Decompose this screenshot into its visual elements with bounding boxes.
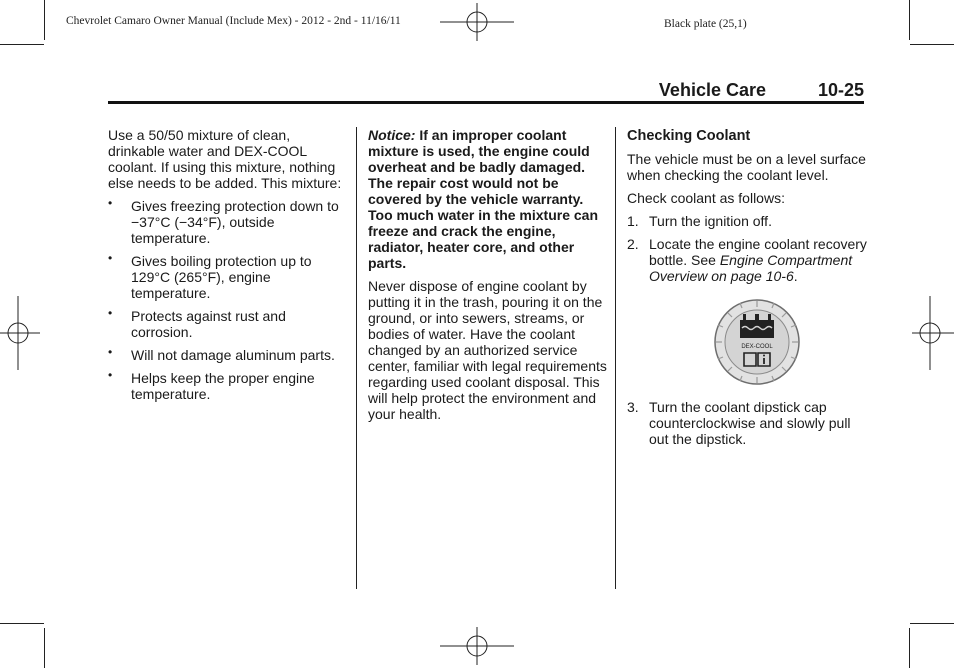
print-header-right: Black plate (25,1) [664, 18, 747, 30]
step-item [627, 399, 867, 447]
section-title: Vehicle Care [658, 80, 766, 100]
column-divider [615, 127, 616, 589]
list-item-text: Helps keep the proper engine temperature. [131, 370, 315, 402]
registration-mark-icon [912, 296, 954, 370]
bullet-list [108, 198, 348, 402]
bullet-icon: • [108, 251, 113, 265]
registration-mark-icon [440, 627, 514, 665]
list-item-text: Gives boiling protection up to 129°C (265°F), engine temperature. [131, 253, 312, 301]
crop-mark [44, 0, 45, 40]
list-item [108, 347, 348, 363]
column-1 [108, 127, 348, 409]
list-item-text: Protects against rust and corrosion. [131, 308, 286, 340]
step-text: Turn the ignition off. [649, 213, 772, 229]
crop-mark [0, 623, 44, 624]
intro-paragraph: Use a 50/50 mixture of clean, drinkable water and DEX-COOL coolant. If using this mixture, nothing else needs to be added. This mixture: [108, 127, 342, 191]
header-rule [108, 101, 864, 104]
cap-label: DEX-COOL [741, 344, 773, 350]
crop-mark [909, 628, 910, 668]
notice-label: Notice: [368, 127, 416, 143]
list-item [108, 198, 348, 246]
list-item-text: Will not damage aluminum parts. [131, 347, 335, 363]
step-text: Turn the coolant dipstick cap counterclockwise and slowly pull out the dipstick. [649, 399, 851, 447]
crop-mark [910, 623, 954, 624]
bullet-icon: • [108, 345, 113, 359]
notice-text: If an improper coolant mixture is used, the engine could overheat and be badly damaged. The repair cost would not be covered by the vehicle warranty. Too much water in the mixture can freeze and crack the engine, radiator, heater core, and other parts. [368, 127, 599, 271]
bullet-icon: • [108, 368, 113, 382]
disposal-paragraph: Never dispose of engine coolant by putting it in the trash, pouring it on the ground, or into sewers, streams, or bodies of water. Have the coolant changed by an authorized service center, familiar with legal requirements regarding used coolant disposal. This will help protect the environment and your health. [368, 278, 607, 422]
paragraph: Check coolant as follows: [627, 190, 785, 206]
column-2 [368, 127, 608, 429]
list-item [108, 370, 348, 402]
steps-list [627, 399, 867, 447]
crop-mark [909, 0, 910, 40]
list-item [108, 308, 348, 340]
step-text: Locate the engine coolant recovery bottle. See [649, 236, 867, 268]
step-number: 2. [627, 236, 639, 252]
list-item-text: Gives freezing protection down to −37°C (−34°F), outside temperature. [131, 198, 339, 246]
crop-mark [44, 628, 45, 668]
steps-list [627, 213, 867, 284]
column-divider [356, 127, 357, 589]
print-header-left: Chevrolet Camaro Owner Manual (Include Mex) - 2012 - 2nd - 11/16/11 [66, 15, 401, 27]
registration-mark-icon [0, 296, 40, 370]
coolant-cap-icon [713, 298, 801, 386]
page-number: 10-25 [817, 80, 864, 100]
crop-mark [0, 44, 44, 45]
crop-mark [910, 44, 954, 45]
column-3 [627, 127, 867, 454]
bullet-icon: • [108, 306, 113, 320]
step-number: 1. [627, 213, 639, 229]
step-text: . [793, 268, 798, 284]
list-item [108, 253, 348, 301]
step-item [627, 213, 867, 229]
paragraph: The vehicle must be on a level surface when checking the coolant level. [627, 151, 866, 183]
step-item [627, 236, 867, 284]
coolant-cap-figure [627, 298, 867, 389]
step-number: 3. [627, 399, 639, 415]
coolant-reservoir-icon [740, 314, 774, 338]
cross-reference-link[interactable]: Engine Compartment Overview on page 10-6 [649, 252, 853, 284]
section-heading: Checking Coolant [627, 128, 751, 144]
bullet-icon: • [108, 196, 113, 210]
page-header [108, 80, 864, 102]
notice-paragraph [368, 127, 608, 271]
registration-mark-icon [440, 3, 514, 41]
